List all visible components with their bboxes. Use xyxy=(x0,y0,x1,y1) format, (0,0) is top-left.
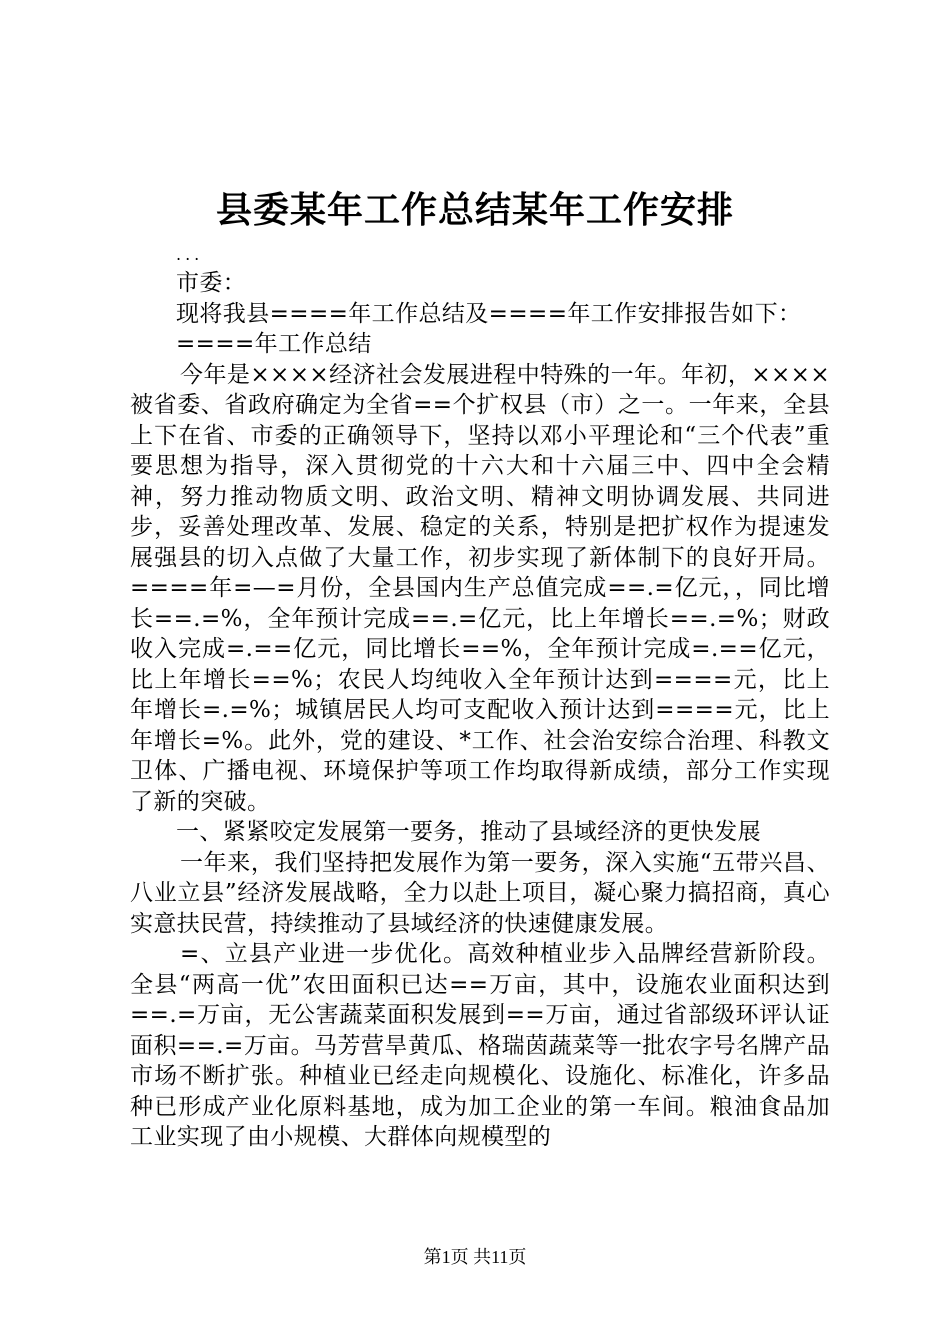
document-body xyxy=(130,244,830,1153)
salutation: 市委： xyxy=(176,270,247,296)
summary-paragraph: 今年是××××经济社会发展进程中特殊的一年。年初，××××被省委、省政府确定为全省==个扩权县（市）之一。一年来，全县上下在省、市委的正确领导下，坚持以邓小平理论和“三个代表”重要思想为指导，深入贯彻党的十六大和十六届三中、四中全会精神，努力推动物质文明、政治文明、精神文明协调发展、共同进步，妥善处理改革、发展、稳定的关系，特别是把扩权作为提速发展强县的切入点做了大量工作，初步实现了新体制下的良好开局。====年=—=月份，全县国内生产总值完成==.=亿元，，同比增长==.=%，全年预计完成==.=亿元，比上年增长==.=%；财政收入完成=.==亿元，同比增长==%，全年预计完成=.==亿元，比上年增长==%；农民人均纯收入全年预计达到====元，比上年增长=.=%；城镇居民人均可支配收入预计达到====元，比上年增长=%。此外，党的建设、*工作、社会治安综合治理、科教文卫体、广播电视、环境保护等项工作均取得新成绩，部分工作实现了新的突破。 xyxy=(130,361,830,815)
section-heading: ====年工作总结 xyxy=(176,331,372,357)
intro-paragraph: 现将我县====年工作总结及====年工作安排报告如下： xyxy=(176,300,802,327)
ellipsis-mark: ... xyxy=(176,245,204,264)
industry-paragraph: =、立县产业进一步优化。高效种植业步入品牌经营新阶段。全县“两高一优”农田面积已达==万亩，其中，设施农业面积达到==.=万亩，无公害蔬菜面积发展到==万亩，通过省部级环评认证面积==.=万亩。马芳营旱黄瓜、格瑞茵蔬菜等一批农字号名牌产品市场不断扩张。种植业已经走向规模化、设施化、标准化，许多品种已形成产业化原料基地，成为加工企业的第一车间。粮油食品加工业实现了由小规模、大群体向规模型的 xyxy=(130,941,830,1150)
page-footer: 第1页 共11页 xyxy=(423,1247,527,1267)
subsection-heading: 一、紧紧咬定发展第一要务，推动了县域经济的更快发展 xyxy=(176,819,761,845)
development-paragraph: 一年来，我们坚持把发展作为第一要务，深入实施“五带兴昌、八业立县”经济发展战略，全力以赴上项目，凝心聚力搞招商，真心实意扶民营，持续推动了县域经济的快速健康发展。 xyxy=(130,849,830,937)
document-title: 县委某年工作总结某年工作安排 xyxy=(215,189,734,231)
